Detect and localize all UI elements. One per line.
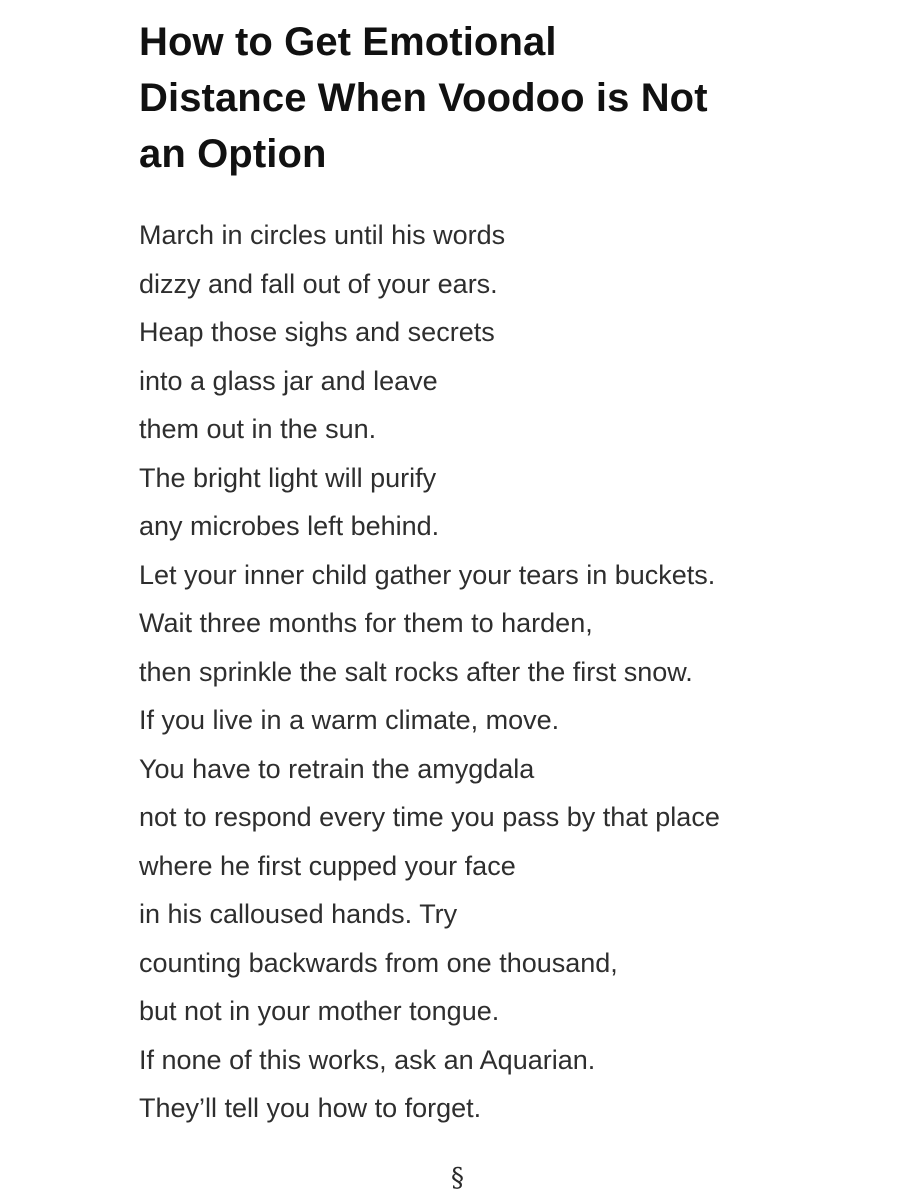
poem-page <box>139 0 879 1133</box>
poem-line: in his calloused hands. Try <box>139 899 458 929</box>
poem-line: but not in your mother tongue. <box>139 996 500 1026</box>
poem-line: You have to retrain the amygdala <box>139 753 535 784</box>
poem-line: them out in the sun. <box>139 414 377 444</box>
poem-line: Let your inner child gather your tears in buckets. <box>139 559 716 590</box>
poem-line: any microbes left behind. <box>139 511 440 541</box>
poem-line: not to respond every time you pass by that place <box>139 802 720 832</box>
poem-line: If you live in a warm climate, move. <box>139 705 560 735</box>
poem-line: counting backwards from one thousand, <box>139 947 618 978</box>
title-line: How to Get Emotional <box>139 20 557 64</box>
poem-line: March in circles until his words <box>139 220 506 250</box>
poem-line: The bright light will purify <box>139 462 437 493</box>
poem-line: dizzy and fall out of your ears. <box>139 268 498 299</box>
poem-line: into a glass jar and leave <box>139 365 438 396</box>
poem-body <box>139 211 879 1133</box>
poem-line: If none of this works, ask an Aquarian. <box>139 1044 596 1075</box>
poem-title <box>139 0 879 182</box>
title-line: Distance When Voodoo is Not <box>139 76 708 120</box>
section-mark: § <box>451 1163 464 1193</box>
title-line: an Option <box>139 132 327 176</box>
poem-line: Wait three months for them to harden, <box>139 608 593 638</box>
poem-line: Heap those sighs and secrets <box>139 317 495 347</box>
poem-line: They’ll tell you how to forget. <box>139 1093 482 1123</box>
poem-line: where he first cupped your face <box>139 850 516 881</box>
poem-line: then sprinkle the salt rocks after the first snow. <box>139 656 693 687</box>
